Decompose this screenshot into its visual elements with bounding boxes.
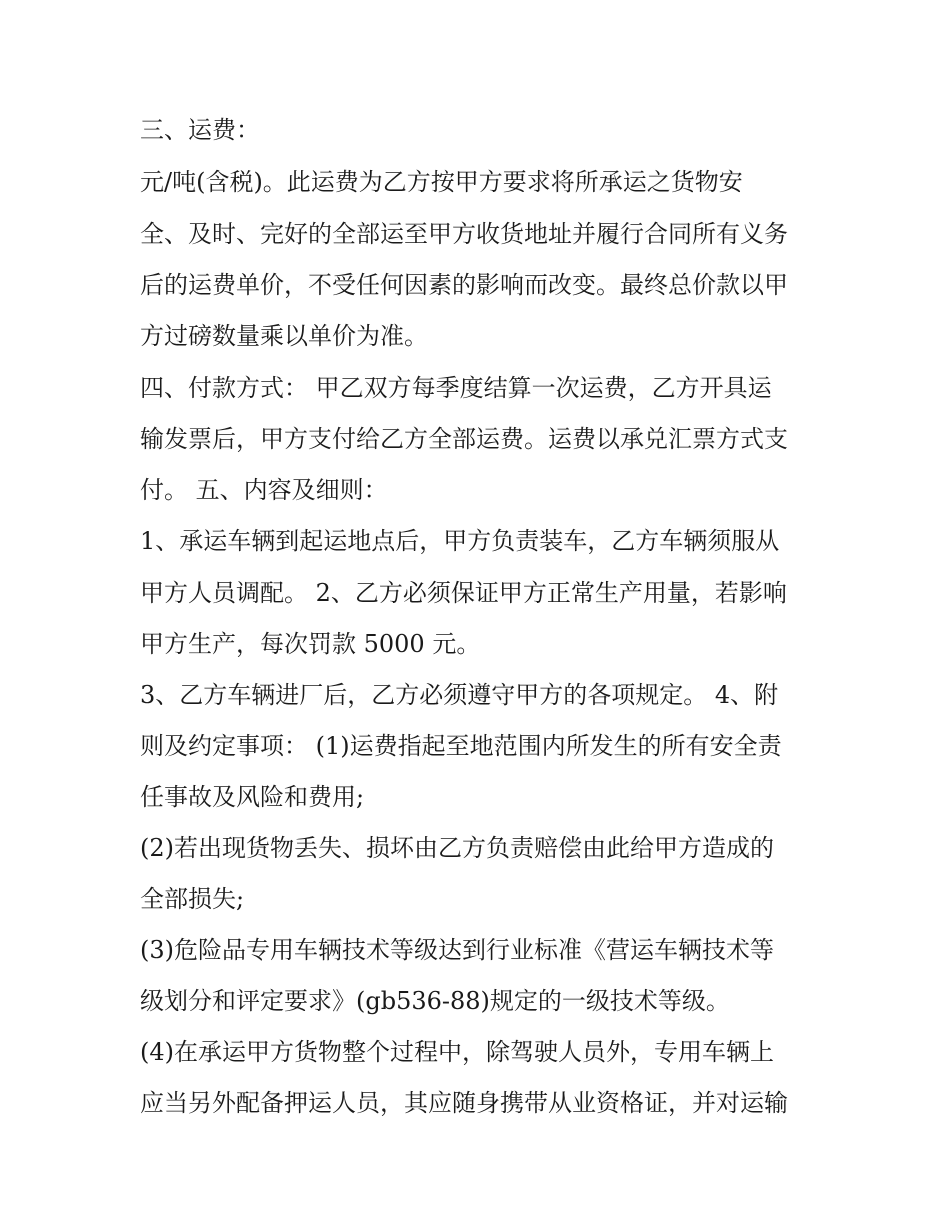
text-line: (4)在承运甲方货物整个过程中，除驾驶人员外，专用车辆上 [140, 1038, 774, 1066]
text-line: 元/吨(含税)。此运费为乙方按甲方要求将所承运之货物安 [140, 168, 743, 196]
text-line: (2)若出现货物丢失、损坏由乙方负责赔偿由此给甲方造成的 [140, 834, 774, 862]
text-line: 付。 五、内容及细则： [140, 476, 388, 504]
text-line: 甲方人员调配。 2、乙方必须保证甲方正常生产用量，若影响 [140, 579, 787, 607]
text-line: 全、及时、完好的全部运至甲方收货地址并履行合同所有义务 [140, 220, 788, 248]
text-line: 级划分和评定要求》(gb536-88)规定的一级技术等级。 [140, 987, 730, 1015]
text-line: 任事故及风险和费用; [140, 783, 365, 811]
text-line: 则及约定事项： (1)运费指起至地范围内所发生的所有安全责 [140, 732, 782, 760]
text-line: 甲方生产，每次罚款 5000 元。 [140, 630, 481, 658]
text-line: 三、运费： [140, 116, 260, 144]
text-line: (3)危险品专用车辆技术等级达到行业标准《营运车辆技术等 [140, 936, 774, 964]
text-line: 1、承运车辆到起运地点后，甲方负责装车，乙方车辆须服从 [140, 527, 780, 555]
text-line: 输发票后，甲方支付给乙方全部运费。运费以承兑汇票方式支 [140, 425, 788, 453]
text-line: 3、乙方车辆进厂后，乙方必须遵守甲方的各项规定。 4、附 [140, 681, 779, 709]
text-line: 四、付款方式： 甲乙双方每季度结算一次运费，乙方开具运 [140, 374, 772, 402]
text-line: 全部损失; [140, 885, 245, 913]
text-line: 方过磅数量乘以单价为准。 [140, 322, 428, 350]
text-line: 后的运费单价，不受任何因素的影响而改变。最终总价款以甲 [140, 271, 788, 299]
text-line: 应当另外配备押运人员，其应随身携带从业资格证，并对运输 [140, 1089, 788, 1117]
